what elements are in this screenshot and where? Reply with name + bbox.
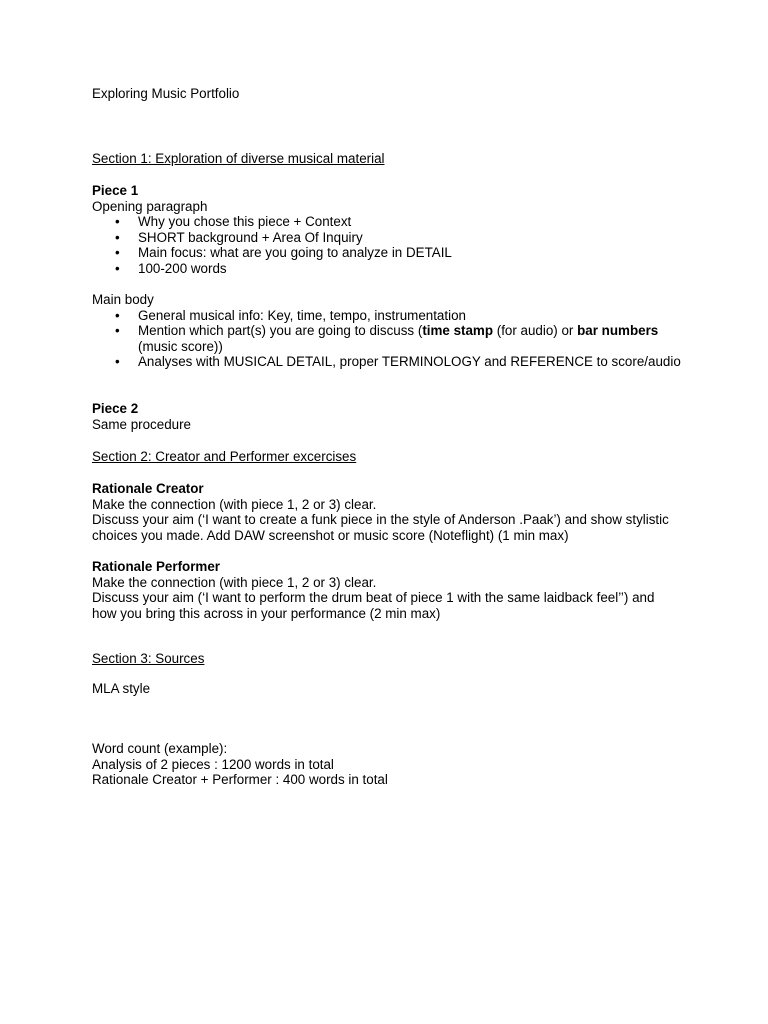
document-title: Exploring Music Portfolio bbox=[92, 86, 240, 101]
list-item: • 100-200 words bbox=[92, 261, 682, 277]
rationale-performer-label: Rationale Performer bbox=[92, 559, 220, 574]
rationale-creator-block bbox=[92, 481, 682, 543]
bar-numbers-bold: bar numbers bbox=[577, 323, 659, 339]
word-count-block bbox=[92, 741, 682, 788]
list-item: • SHORT background + Area Of Inquiry bbox=[92, 230, 682, 246]
main-body-list bbox=[92, 308, 682, 370]
section-1-heading: Section 1: Exploration of diverse musical material bbox=[92, 151, 385, 166]
word-count-label: Word count (example): bbox=[92, 741, 228, 756]
piece-2-block bbox=[92, 401, 682, 432]
piece-2-text: Same procedure bbox=[92, 416, 191, 432]
piece-2-label: Piece 2 bbox=[92, 401, 139, 416]
rationale-creator-label: Rationale Creator bbox=[92, 481, 204, 496]
list-item: • Why you chose this piece + Context bbox=[92, 214, 682, 230]
list-item-text: (music score)) bbox=[138, 338, 223, 354]
rationale-performer-line-2: Discuss your aim (‘I want to perform the drum beat of piece 1 with the same laidback feel’’) and how you bring this across in your performance (2 min max) bbox=[92, 590, 655, 621]
list-item: • Main focus: what are you going to analyze in DETAIL bbox=[92, 245, 682, 261]
rationale-performer-line-1: Make the connection (with piece 1, 2 or 3) clear. bbox=[92, 574, 377, 590]
piece-1-block bbox=[92, 183, 682, 277]
list-item-text: (for audio) or bbox=[493, 323, 578, 339]
sources-style: MLA style bbox=[92, 681, 151, 696]
section-2-heading: Section 2: Creator and Performer excercises bbox=[92, 449, 357, 464]
list-item bbox=[92, 323, 682, 354]
list-item-text: Mention which part(s) you are going to discuss ( bbox=[138, 323, 423, 339]
piece-1-label: Piece 1 bbox=[92, 183, 139, 198]
section-3-heading: Section 3: Sources bbox=[92, 651, 205, 666]
opening-paragraph-label: Opening paragraph bbox=[92, 198, 208, 214]
word-count-line-1: Analysis of 2 pieces : 1200 words in total bbox=[92, 756, 334, 772]
main-body-block bbox=[92, 292, 682, 370]
time-stamp-bold: time stamp bbox=[422, 323, 494, 339]
rationale-creator-line-1: Make the connection (with piece 1, 2 or 3) clear. bbox=[92, 496, 377, 512]
word-count-line-2: Rationale Creator + Performer : 400 words in total bbox=[92, 772, 388, 788]
rationale-creator-line-2: Discuss your aim (‘I want to create a funk piece in the style of Anderson .Paak’) and show stylistic choices you made. Add DAW screenshot or music score (Noteflight) (1 min max) bbox=[92, 512, 669, 543]
list-item: • General musical info: Key, time, tempo, instrumentation bbox=[92, 308, 682, 324]
rationale-performer-block bbox=[92, 559, 682, 621]
opening-paragraph-list bbox=[92, 214, 682, 276]
main-body-label: Main body bbox=[92, 292, 154, 307]
list-item: • Analyses with MUSICAL DETAIL, proper TERMINOLOGY and REFERENCE to score/audio bbox=[92, 354, 682, 370]
